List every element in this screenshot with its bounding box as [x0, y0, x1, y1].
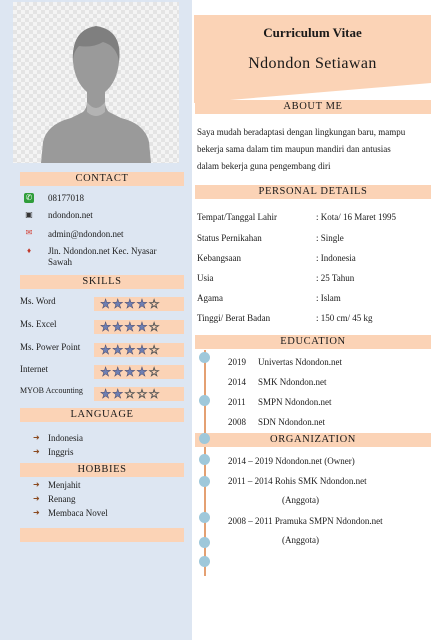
timeline-dot: [199, 395, 210, 406]
organization-role: (Anggota): [282, 535, 319, 545]
hobbies-header: HOBBIES: [77, 464, 127, 475]
hobby-item: Menjahit: [48, 480, 81, 490]
education-year: 2011: [228, 397, 246, 407]
about-line: dalam bekerja guna pengembang diri: [197, 161, 331, 171]
education-school: SMK Ndondon.net: [258, 377, 327, 387]
personal-label: Status Pernikahan: [197, 233, 262, 243]
star-filled-icon: ★: [112, 296, 125, 311]
star-filled-icon: ★: [100, 296, 113, 311]
arrow-bullet-icon: ➜: [33, 494, 40, 503]
timeline-dot: [199, 556, 210, 567]
contact-header: CONTACT: [75, 173, 129, 184]
star-empty-icon: ☆: [148, 319, 161, 334]
personal-label: Tinggi/ Berat Badan: [197, 313, 271, 323]
timeline-dot: [199, 454, 210, 465]
contact-email[interactable]: admin@ndondon.net: [48, 229, 124, 239]
organization-entry: 2014 – 2019 Ndondon.net (Owner): [228, 456, 355, 466]
arrow-bullet-icon: ➜: [33, 447, 40, 456]
skill-name: Internet: [20, 364, 48, 374]
timeline-dot: [199, 512, 210, 523]
star-filled-icon: ★: [124, 319, 137, 334]
arrow-bullet-icon: ➜: [33, 433, 40, 442]
avatar-silhouette-icon: [13, 2, 179, 163]
education-year: 2019: [228, 357, 246, 367]
arrow-bullet-icon: ➜: [33, 480, 40, 489]
skill-rating: [94, 365, 184, 379]
education-year: 2008: [228, 417, 246, 427]
education-year: 2014: [228, 377, 246, 387]
personal-value: : Islam: [316, 293, 341, 303]
education-school: SMPN Ndondon.net: [258, 397, 332, 407]
contact-website[interactable]: ndondon.net: [48, 210, 93, 220]
personal-header: PERSONAL DETAILS: [258, 186, 368, 197]
contact-address-line2: Sawah: [48, 257, 72, 267]
contact-phone: 08177018: [48, 193, 84, 203]
timeline-dot: [199, 476, 210, 487]
personal-label: Kebangsaan: [197, 253, 241, 263]
skills-header: SKILLS: [82, 276, 122, 287]
about-line: Saya mudah beradaptasi dengan lingkungan baru, mampu: [197, 127, 406, 137]
personal-value: : Kota/ 16 Maret 1995: [316, 212, 396, 222]
location-pin-icon: ♦: [26, 246, 32, 255]
mail-icon: ✉: [25, 228, 33, 237]
skill-name: Ms. Excel: [20, 319, 57, 329]
star-filled-icon: ★: [112, 386, 125, 401]
star-empty-icon: ☆: [124, 386, 137, 401]
star-filled-icon: ★: [124, 364, 137, 379]
skill-rating: [94, 297, 184, 311]
personal-value: : Indonesia: [316, 253, 356, 263]
organization-entry: 2011 – 2014 Rohis SMK Ndondon.net: [228, 476, 367, 486]
star-empty-icon: ☆: [148, 296, 161, 311]
globe-icon: ▣: [25, 210, 33, 219]
education-school: SDN Ndondon.net: [258, 417, 325, 427]
star-filled-icon: ★: [136, 342, 149, 357]
education-header: EDUCATION: [280, 336, 346, 347]
star-empty-icon: ☆: [148, 364, 161, 379]
timeline-dot: [199, 352, 210, 363]
organization-entry: 2008 – 2011 Pramuka SMPN Ndondon.net: [228, 516, 383, 526]
skill-name: Ms. Power Point: [20, 342, 81, 352]
skill-rating: [94, 320, 184, 334]
organization-header: ORGANIZATION: [270, 434, 356, 445]
cv-title: Curriculum Vitae: [263, 25, 362, 40]
star-filled-icon: ★: [136, 319, 149, 334]
star-filled-icon: ★: [136, 296, 149, 311]
sidebar-footer-band: [20, 528, 184, 542]
timeline-dot: [199, 537, 210, 548]
star-filled-icon: ★: [112, 342, 125, 357]
star-empty-icon: ☆: [136, 386, 149, 401]
personal-label: Tempat/Tanggal Lahir: [197, 212, 277, 222]
star-filled-icon: ★: [100, 319, 113, 334]
hobby-item: Renang: [48, 494, 76, 504]
personal-value: : 150 cm/ 45 kg: [316, 313, 373, 323]
language-header: LANGUAGE: [70, 409, 134, 420]
skill-rating: [94, 387, 184, 401]
language-item: Inggris: [48, 447, 74, 457]
star-filled-icon: ★: [112, 319, 125, 334]
star-filled-icon: ★: [112, 364, 125, 379]
skill-name: Ms. Word: [20, 296, 56, 306]
star-filled-icon: ★: [100, 342, 113, 357]
profile-photo: [13, 2, 179, 163]
personal-label: Agama: [197, 293, 223, 303]
star-filled-icon: ★: [136, 364, 149, 379]
person-name: Ndondon Setiawan: [248, 55, 377, 72]
personal-value: : Single: [316, 233, 344, 243]
organization-role: (Anggota): [282, 495, 319, 505]
about-line: bekerja sama dalam tim maupun mandiri dan antusias: [197, 144, 391, 154]
star-empty-icon: ☆: [148, 342, 161, 357]
arrow-bullet-icon: ➜: [33, 508, 40, 517]
education-school: Univertas Ndondon.net: [258, 357, 342, 367]
language-item: Indonesia: [48, 433, 83, 443]
about-header: ABOUT ME: [283, 101, 343, 112]
whatsapp-icon: ✆: [25, 193, 33, 202]
star-filled-icon: ★: [124, 342, 137, 357]
skill-name: MYOB Accounting: [20, 386, 83, 395]
star-empty-icon: ☆: [148, 386, 161, 401]
personal-label: Usia: [197, 273, 214, 283]
star-filled-icon: ★: [100, 364, 113, 379]
hobby-item: Membaca Novel: [48, 508, 108, 518]
contact-address-line1: Jln. Ndondon.net Kec. Nyasar: [48, 246, 157, 256]
star-filled-icon: ★: [100, 386, 113, 401]
star-filled-icon: ★: [124, 296, 137, 311]
skill-rating: [94, 343, 184, 357]
personal-value: : 25 Tahun: [316, 273, 355, 283]
